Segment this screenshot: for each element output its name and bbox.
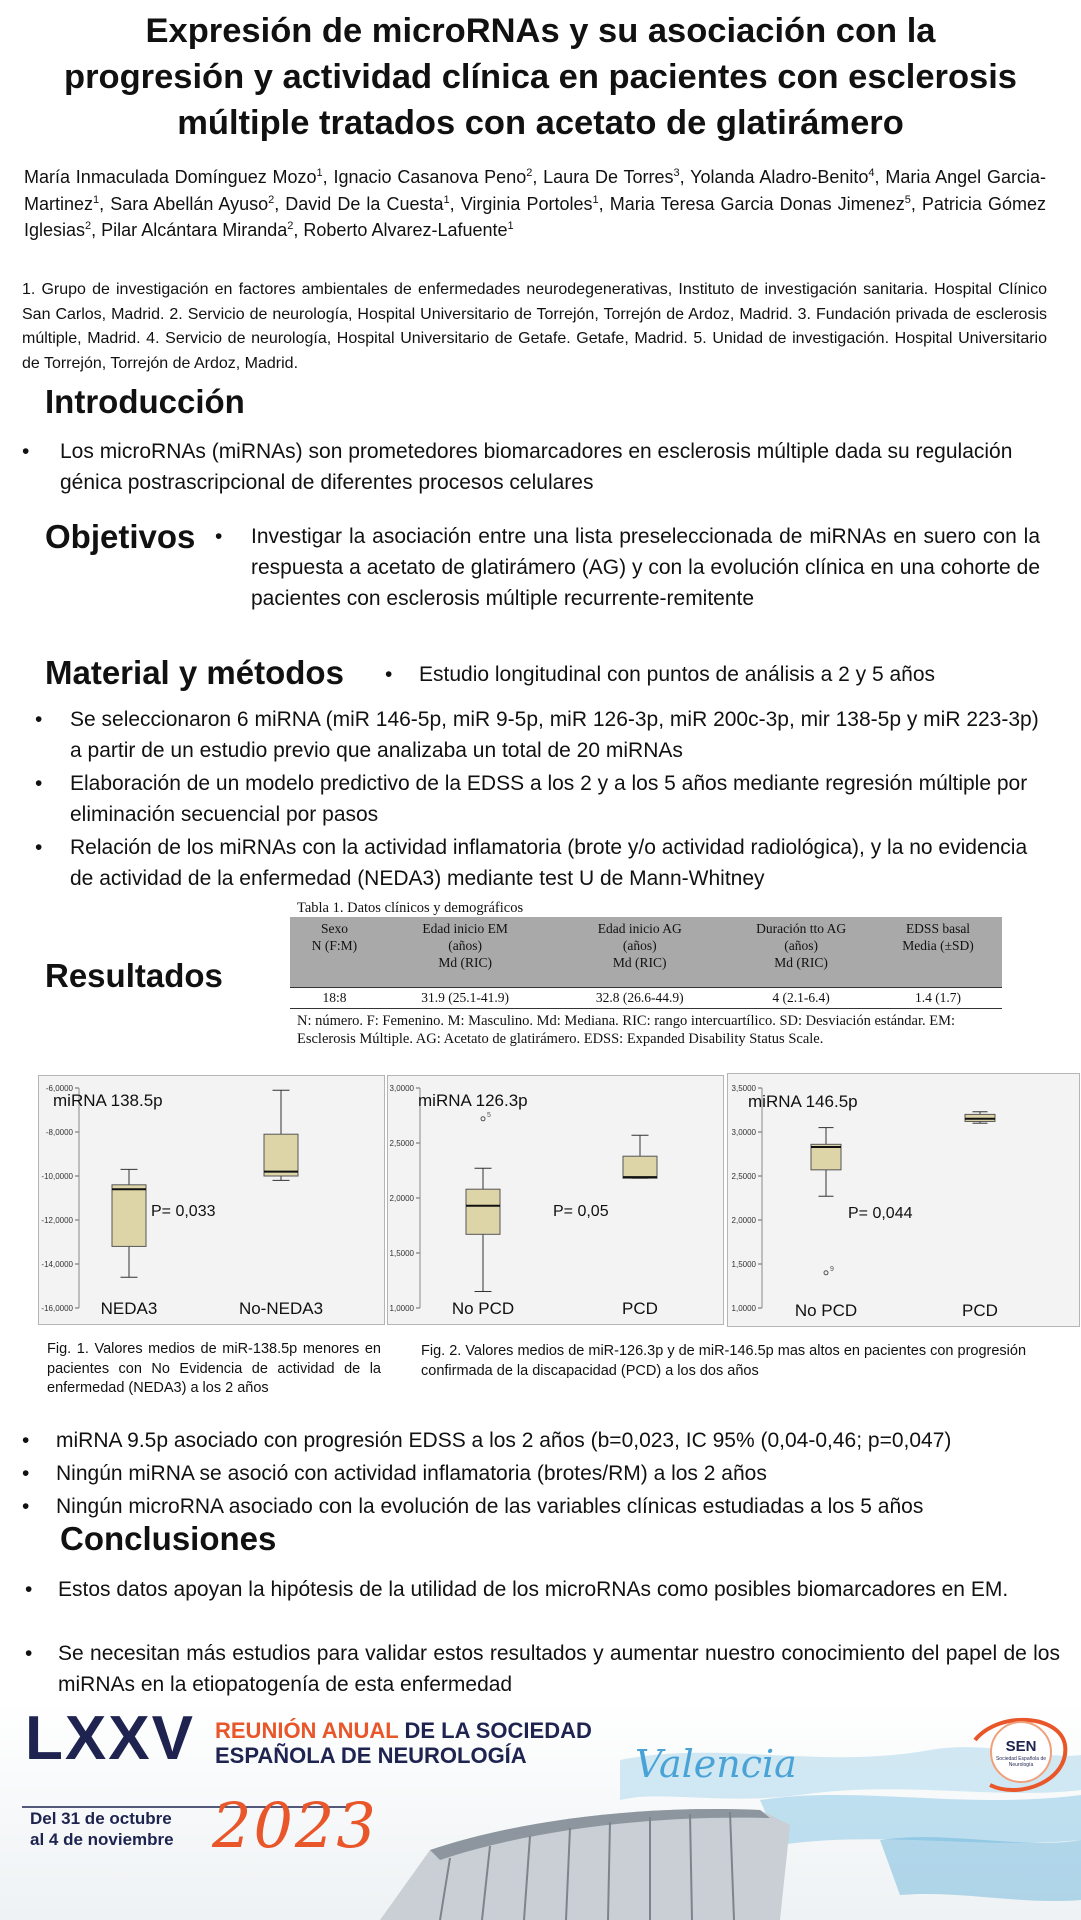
outlier-point xyxy=(481,1117,485,1121)
y-tick-label: 1,0000 xyxy=(731,1304,756,1313)
bullet-dot: • xyxy=(25,1578,33,1601)
y-tick-label: -10,0000 xyxy=(41,1172,73,1181)
table-cell: 1.4 (1.7) xyxy=(874,988,1002,1009)
author-affiliation-index: 2 xyxy=(526,167,533,179)
box-iqr xyxy=(466,1189,500,1234)
bullet-dot: • xyxy=(22,1495,30,1518)
y-tick-label: 2,5000 xyxy=(389,1139,414,1148)
y-tick-label: 2,0000 xyxy=(731,1216,756,1225)
boxplot-mir-146-svg xyxy=(728,1074,1079,1326)
heading-objetivos: Objetivos xyxy=(45,518,196,555)
congress-dates: Del 31 de octubre al 4 de noviembre xyxy=(30,1809,174,1849)
meeting-name-highlight: REUNIÓN ANUAL xyxy=(215,1718,399,1743)
table-header-row xyxy=(290,917,1002,977)
author-affiliation-index: 1 xyxy=(316,167,323,179)
author-name: Patricia Gómez Iglesias xyxy=(24,193,1046,240)
table-cell: 31.9 (25.1-41.9) xyxy=(379,988,551,1009)
author-affiliation-index: 2 xyxy=(85,220,92,232)
bullet-dot: • xyxy=(35,708,43,731)
y-tick-label: -16,0000 xyxy=(41,1304,73,1313)
outlier-label: 9 xyxy=(830,1265,834,1273)
water-stroke xyxy=(880,1837,1081,1901)
author-name: Ignacio Casanova Peno xyxy=(333,167,527,187)
chart-title: miRNA 146.5p xyxy=(748,1092,858,1111)
p-value-annotation: P= 0,033 xyxy=(151,1203,216,1220)
edition-numeral: LXXV xyxy=(25,1704,195,1773)
table-row xyxy=(290,988,1002,1009)
table-cell: 32.8 (26.6-44.9) xyxy=(551,988,728,1009)
bullet-dot: • xyxy=(22,1429,30,1452)
chart-mir-126 xyxy=(387,1075,724,1325)
table-note: N: número. F: Femenino. M: Masculino. Md: Mediana. RIC: rango intercuartílico. SD: Desviación estándar. EM: Esclerosis Múltiple. AG: Acetato de glatirámero. EDSS: Expanded Disability Status Scale. xyxy=(297,1013,956,1047)
author-name: Maria Angel Garcia-Martinez xyxy=(24,167,1046,214)
chart-mir-138 xyxy=(38,1075,385,1325)
category-label: No-NEDA3 xyxy=(238,1299,324,1318)
p-value-annotation: P= 0,044 xyxy=(848,1205,913,1222)
box-iqr xyxy=(112,1185,146,1247)
bullet-dot: • xyxy=(35,836,43,859)
fig1-caption: Fig. 1. Valores medios de miR-138.5p menores en pacientes con No Evidencia de actividad de la enfermedad (NEDA3) a los 2 años xyxy=(47,1341,381,1396)
y-tick-label: -6,0000 xyxy=(45,1084,73,1093)
table-header-cell: EDSS basal Media (±SD) xyxy=(874,917,1002,977)
clinical-data-table xyxy=(290,917,1002,1009)
category-label: No PCD xyxy=(451,1299,515,1318)
title-line-1: Expresión de microRNAs y su asociación con la xyxy=(145,12,936,50)
author-name: Laura De Torres xyxy=(543,167,674,187)
author-affiliation-index: 1 xyxy=(592,193,599,206)
table-header-cell: Sexo N (F:M) xyxy=(290,917,379,977)
outlier-point xyxy=(824,1271,828,1275)
y-tick-label: -12,0000 xyxy=(41,1216,73,1225)
box-iqr xyxy=(811,1144,841,1170)
author-name: Virginia Portoles xyxy=(460,193,593,214)
heading-metodos: Material y métodos xyxy=(45,654,344,691)
chart-title: miRNA 126.3p xyxy=(418,1091,528,1110)
y-tick-label: -8,0000 xyxy=(45,1128,73,1137)
author-name: Pilar Alcántara Miranda xyxy=(101,220,288,240)
author-name: David De la Cuesta xyxy=(285,193,444,214)
table-title: Tabla 1. Datos clínicos y demográficos xyxy=(297,900,524,916)
heading-introduccion: Introducción xyxy=(45,383,245,420)
table-header-cell: Edad inicio EM (años) Md (RIC) xyxy=(379,917,551,977)
author-name: Yolanda Aladro-Benito xyxy=(690,167,869,187)
author-name: María Inmaculada Domínguez Mozo xyxy=(24,167,317,187)
bullet-dot: • xyxy=(22,1462,30,1485)
sen-logo-text: SEN xyxy=(1005,1738,1037,1755)
y-tick-label: -14,0000 xyxy=(41,1260,73,1269)
outlier-label: 5 xyxy=(487,1111,491,1119)
poster-title xyxy=(20,8,1061,146)
table-cell: 18:8 xyxy=(290,988,379,1009)
author-affiliation-index: 2 xyxy=(268,193,275,206)
category-label: PCD xyxy=(962,1301,998,1320)
y-tick-label: 2,0000 xyxy=(389,1194,414,1203)
meeting-name: REUNIÓN ANUAL DE LA SOCIEDAD ESPAÑOLA DE NEUROLOGÍA xyxy=(215,1718,592,1768)
y-tick-label: 3,0000 xyxy=(731,1128,756,1137)
author-name: Maria Teresa Garcia Donas Jimenez xyxy=(609,193,905,214)
y-tick-label: 1,5000 xyxy=(389,1249,414,1258)
author-name: Sara Abellán Ayuso xyxy=(110,193,269,214)
chart-mir-146 xyxy=(727,1073,1080,1327)
bullet-dot: • xyxy=(35,772,43,795)
author-affiliation-index: 2 xyxy=(287,220,294,232)
box-iqr xyxy=(623,1156,657,1178)
title-line-3: múltiple tratados con acetato de glatirámero xyxy=(177,104,904,142)
boxplot-mir-126-svg xyxy=(388,1076,723,1324)
congress-banner xyxy=(0,1700,1081,1920)
author-name: Roberto Alvarez-Lafuente xyxy=(303,220,508,240)
boxplot-mir-138-svg xyxy=(39,1076,384,1324)
y-tick-label: 3,0000 xyxy=(389,1084,414,1093)
author-affiliation-index: 1 xyxy=(443,193,450,206)
category-label: No PCD xyxy=(794,1301,858,1320)
author-affiliation-index: 3 xyxy=(673,167,680,179)
affiliations: 1. Grupo de investigación en factores ambientales de enfermedades neurodegenerativas, Instituto de investigación sanitaria. Hospital Clínico San Carlos, Madrid. 2. Servicio de neurología, Hospital Universitario de Torrejón, Torrejón de Ardoz, Madrid. 3. Fundación privada de esclerosis múltiple, Madrid. 4. Servicio de neurología, Hospital Universitario de Getafe. Getafe, Madrid. 5. Unidad de investigación. Hospital Universitario de Torrejón, Torrejón de Ardoz, Madrid. xyxy=(22,281,1047,372)
author-affiliation-index: 5 xyxy=(904,193,911,206)
y-tick-label: 2,5000 xyxy=(731,1172,756,1181)
author-affiliation-index: 1 xyxy=(93,193,100,206)
y-tick-label: 1,5000 xyxy=(731,1260,756,1269)
y-tick-label: 1,0000 xyxy=(389,1304,414,1313)
sen-logo-subtitle: Sociedad Española de Neurología xyxy=(995,1756,1047,1768)
table-header-cell: Duración tto AG (años) Md (RIC) xyxy=(728,917,874,977)
fig2-caption: Fig. 2. Valores medios de miR-126.3p y de miR-146.5p mas altos en pacientes con progresión confirmada de la discapacidad (PCD) a los dos años xyxy=(421,1343,1027,1379)
congress-year: 2023 xyxy=(212,1789,378,1862)
congress-city: Valencia xyxy=(635,1742,797,1786)
chart-title: miRNA 138.5p xyxy=(53,1091,163,1110)
table-cell: 4 (2.1-6.4) xyxy=(728,988,874,1009)
author-list: María Inmaculada Domínguez Mozo$^1$, Ignacio Casanova Peno$^2$, Laura De Torres$^3$, Yolanda Aladro-Benito$^4$, Maria Angel Garcia-Martinez$^1$, Sara Abellán Ayuso$^2$, David De la Cuesta$^1$, Virginia Portoles$^1$, Maria Teresa Garcia Donas Jimenez$^5$, Patricia Gómez Iglesias$^2$, Pilar Alcántara Miranda$^2$, Roberto Alvarez-Lafuente$^1$ xyxy=(24,167,1046,240)
heading-resultados: Resultados xyxy=(45,957,223,994)
category-label: NEDA3 xyxy=(100,1299,158,1318)
table-header-cell: Edad inicio AG (años) Md (RIC) xyxy=(551,917,728,977)
box-iqr xyxy=(264,1134,298,1176)
bullet-dot: • xyxy=(385,663,393,686)
author-affiliation-index: 4 xyxy=(868,167,875,179)
author-affiliation-index: 1 xyxy=(507,220,514,232)
y-tick-label: 3,5000 xyxy=(731,1084,756,1093)
title-line-2: progresión y actividad clínica en pacientes con esclerosis xyxy=(64,58,1017,96)
bullet-dot: • xyxy=(215,525,223,548)
bullet-dot: • xyxy=(25,1642,33,1665)
bullet-dot: • xyxy=(22,440,30,463)
p-value-annotation: P= 0,05 xyxy=(553,1203,609,1220)
category-label: PCD xyxy=(622,1299,658,1318)
heading-conclusiones: Conclusiones xyxy=(60,1520,277,1557)
